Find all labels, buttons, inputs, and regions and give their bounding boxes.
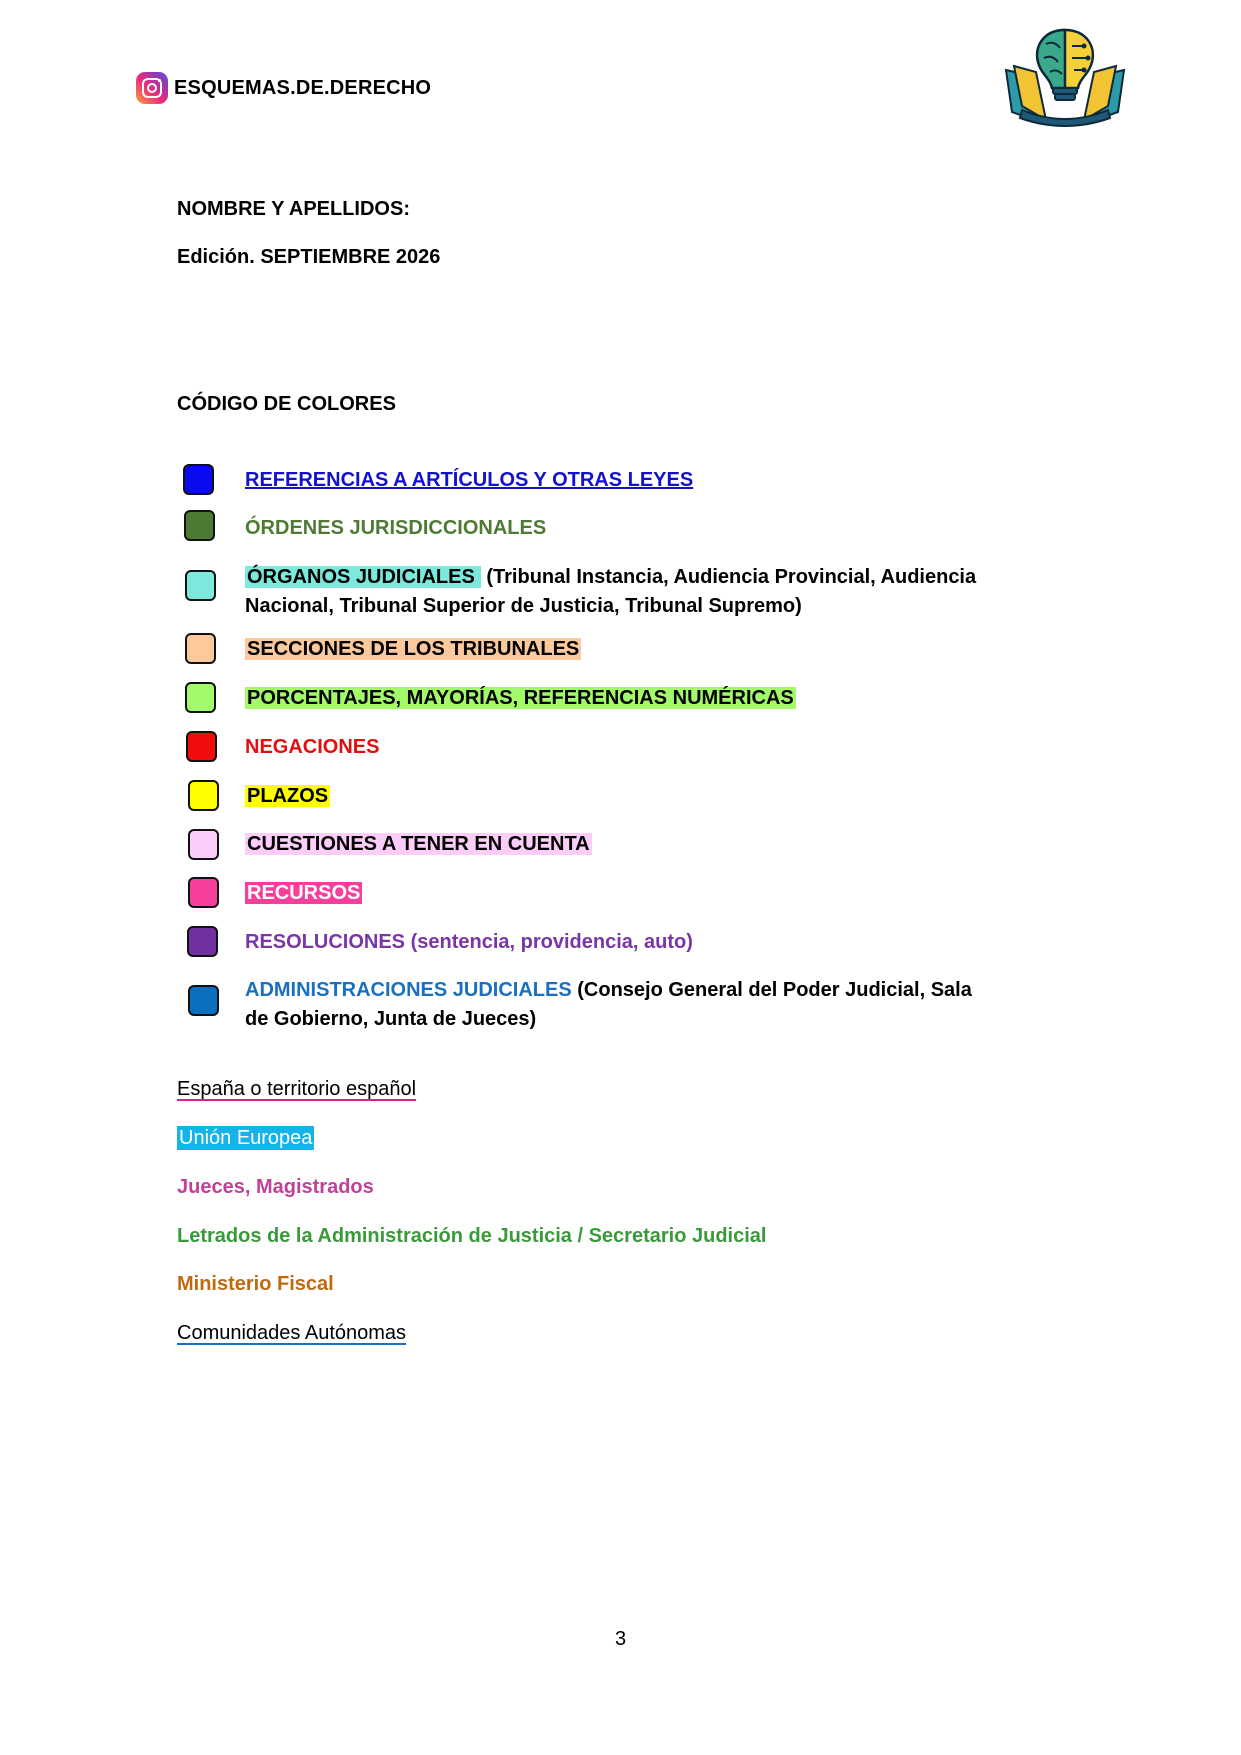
legend-item [245, 514, 985, 543]
brand-name: ESQUEMAS.DE.DERECHO [174, 76, 432, 99]
legend-item [245, 635, 985, 664]
legend-swatch [185, 633, 216, 664]
extra-ccaa: Comunidades Autónomas [177, 1322, 407, 1344]
page-header [136, 72, 431, 104]
legend-swatch [184, 510, 215, 541]
page-number: 3 [614, 1628, 627, 1650]
brain-lightbulb-book-logo [1002, 26, 1128, 130]
legend-label: ÓRGANOS JUDICIALES [245, 566, 481, 588]
extra-ue: Unión Europea [179, 1127, 313, 1149]
extra-espana: España o territorio español [177, 1078, 417, 1100]
legend-item [245, 563, 985, 621]
legend-label: REFERENCIAS A ARTÍCULOS Y OTRAS LEYES [245, 469, 694, 491]
legend-swatch [186, 731, 217, 762]
legend-item [245, 928, 985, 957]
extra-jueces: Jueces, Magistrados [177, 1176, 374, 1198]
legend-item [245, 976, 985, 1034]
legend-swatch [188, 877, 219, 908]
legend-item [245, 466, 985, 495]
legend-swatch [187, 926, 218, 957]
legend-item [245, 879, 985, 908]
legend-detail: (Consejo General del Poder Judicial, Sala de Gobierno, Junta de Jueces) [245, 979, 972, 1030]
legend-label: NEGACIONES [245, 736, 380, 758]
legend-swatch [188, 985, 219, 1016]
legend-swatch [185, 682, 216, 713]
legend-detail: (sentencia, providencia, auto) [405, 931, 693, 953]
legend-item [245, 733, 985, 762]
legend-label: PORCENTAJES, MAYORÍAS, REFERENCIAS NUMÉRICAS [247, 687, 794, 709]
legend-label: RECURSOS [247, 882, 361, 904]
legend-swatch [188, 780, 219, 811]
edition-text: Edición. SEPTIEMBRE 2026 [177, 246, 441, 268]
legend-label: ÓRDENES JURISDICCIONALES [245, 517, 547, 539]
legend-label: PLAZOS [247, 785, 329, 807]
legend-item [245, 684, 985, 713]
extra-fiscal: Ministerio Fiscal [177, 1273, 334, 1295]
legend-label: ADMINISTRACIONES JUDICIALES [245, 979, 572, 1001]
name-field-label: NOMBRE Y APELLIDOS: [177, 198, 410, 220]
legend-item [245, 782, 985, 811]
legend-label: RESOLUCIONES [245, 931, 406, 953]
legend-item [245, 830, 985, 859]
legend-detail: (Tribunal Instancia, Audiencia Provincial, Audiencia Nacional, Tribunal Superior de Justicia, Tribunal Supremo) [245, 566, 977, 617]
legend-swatch [188, 829, 219, 860]
legend-label: CUESTIONES A TENER EN CUENTA [247, 833, 590, 855]
legend-title: CÓDIGO DE COLORES [177, 393, 396, 415]
legend-label: SECCIONES DE LOS TRIBUNALES [247, 638, 580, 660]
legend-swatch [183, 464, 214, 495]
legend-swatch [185, 570, 216, 601]
extra-letrados: Letrados de la Administración de Justicia / Secretario Judicial [177, 1225, 767, 1247]
instagram-icon [136, 72, 168, 104]
